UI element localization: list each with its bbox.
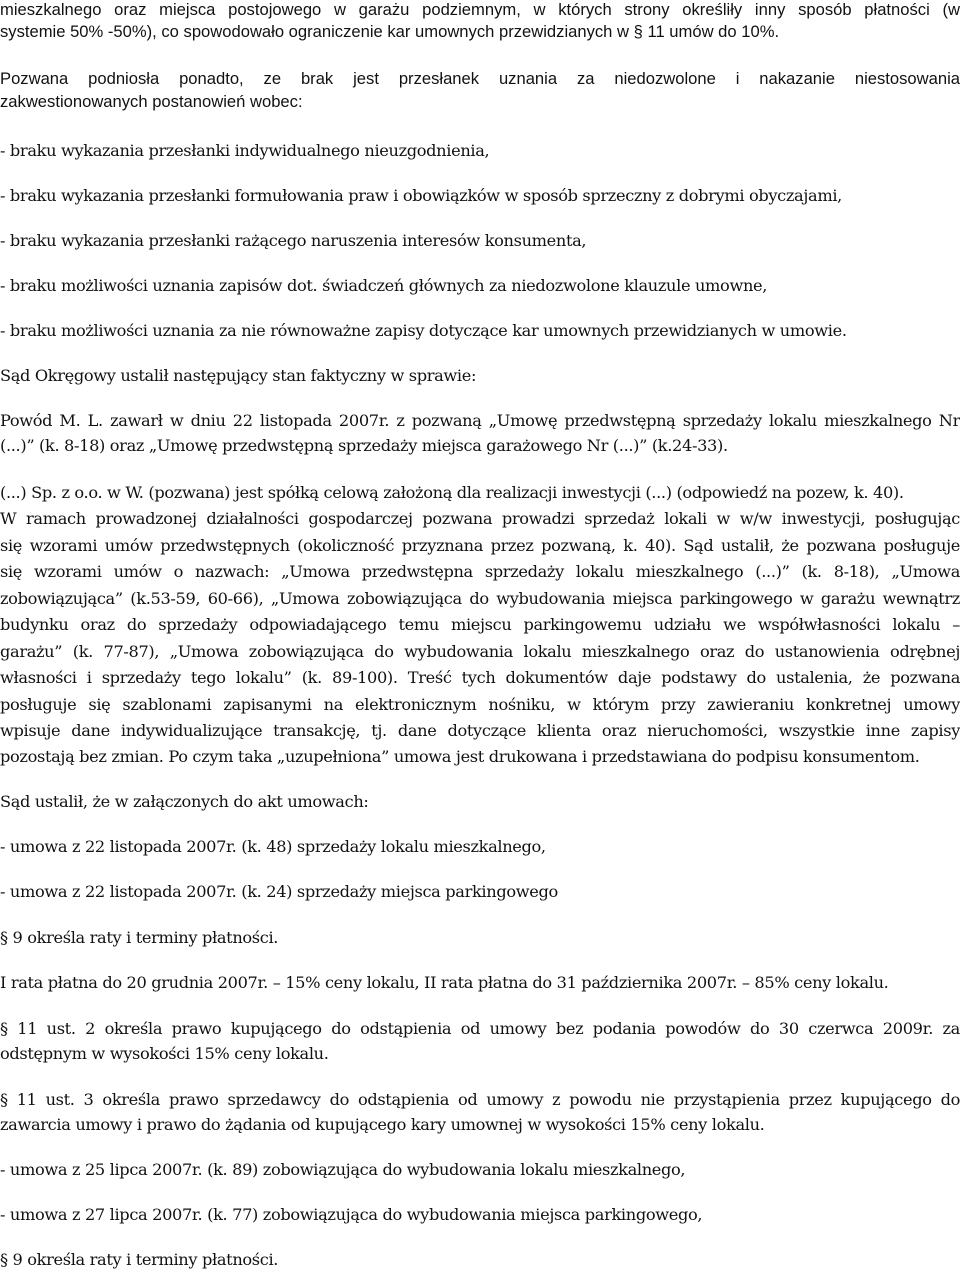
paragraph-company-line: zobowiązująca” (k.53-59, 60-66), „Umowa zobowiązująca do wybudowania miejsca parkingowego w garażu wewnątrz bbox=[0, 589, 960, 608]
paragraph-defendant-line: zakwestionowanych postanowień wobec: bbox=[0, 92, 303, 111]
paragraph-payment-system-line: mieszkalnego oraz miejsca postojowego w garażu podziemnym, w których strony określiły inny sposób płatności (w bbox=[0, 0, 960, 19]
paragraph-company-line: się wzorami umów przedwstępnych (okoliczność przyznana przez pozwaną, k. 40). Sąd ustalił, że pozwana posługuje bbox=[0, 536, 960, 555]
paragraph-company-line: się wzorami umów o nazwach: „Umowa przedwstępna sprzedaży lokalu mieszkalnego (...)” (k. 8-18), „Umowa bbox=[0, 562, 960, 581]
objection-item: - braku wykazania przesłanki formułowania praw i obowiązków w sposób sprzeczny z dobrymi obyczajami, bbox=[0, 186, 842, 205]
facts-heading: Sąd Okręgowy ustalił następujący stan faktyczny w sprawie: bbox=[0, 366, 477, 385]
objection-item: - braku możliwości uznania zapisów dot. świadczeń głównych za niedozwolone klauzule umowne, bbox=[0, 276, 768, 295]
paragraph-defendant-line: Pozwana podniosła ponadto, ze brak jest przesłanek uznania za niedozwolone i nakazanie niestosowania bbox=[0, 69, 960, 88]
clause-payment-installments: § 9 określa raty i terminy płatności. bbox=[0, 928, 279, 947]
paragraph-company-line: posługuje się szablonami zapisanymi na elektronicznym nośniku, w którym przy zawieraniu konkretnej umowy bbox=[0, 695, 960, 714]
objection-item: - braku możliwości uznania za nie równoważne zapisy dotyczące kar umownych przewidzianych w umowie. bbox=[0, 321, 847, 340]
paragraph-company-line: wpisuje dane indywidualizujące transakcję, tj. dane dotyczące klienta oraz nieruchomości, wszystkie inne zapisy bbox=[0, 721, 960, 740]
contract-item: - umowa z 22 listopada 2007r. (k. 24) sprzedaży miejsca parkingowego bbox=[0, 882, 558, 901]
paragraph-company-line: budynku oraz do sprzedaży odpowiadającego temu miejscu parkingowemu udziału we współwłasności lokalu – bbox=[0, 615, 960, 634]
clause-buyer-withdrawal-line: odstępnym w wysokości 15% ceny lokalu. bbox=[0, 1044, 329, 1063]
paragraph-plaintiff-line: (...)” (k. 8-18) oraz „Umowę przedwstępną sprzedaży miejsca garażowego Nr (...)” (k.24-33). bbox=[0, 436, 728, 455]
objection-item: - braku wykazania przesłanki indywidualnego nieuzgodnienia, bbox=[0, 141, 490, 160]
paragraph-payment-system-line: systemie 50% -50%), co spowodowało ograniczenie kar umownych przewidzianych w § 11 umów do 10%. bbox=[0, 22, 780, 41]
clause-buyer-withdrawal-line: § 11 ust. 2 określa prawo kupującego do odstąpienia od umowy bez podania powodów do 30 czerwca 2009r. za bbox=[0, 1019, 960, 1038]
contract-item: - umowa z 27 lipca 2007r. (k. 77) zobowiązująca do wybudowania miejsca parkingowego, bbox=[0, 1205, 703, 1224]
clause-payment-installments: § 9 określa raty i terminy płatności. bbox=[0, 1250, 279, 1269]
paragraph-company-line: garażu” (k. 77-87), „Umowa zobowiązująca do wybudowania lokalu mieszkalnego oraz do ustanowienia odrębnej bbox=[0, 642, 960, 661]
contract-item: - umowa z 25 lipca 2007r. (k. 89) zobowiązująca do wybudowania lokalu mieszkalnego, bbox=[0, 1160, 686, 1179]
contract-item: - umowa z 22 listopada 2007r. (k. 48) sprzedaży lokalu mieszkalnego, bbox=[0, 837, 546, 856]
paragraph-company-line: pozostają bez zmian. Po czym taka „uzupełniona” umowa jest drukowana i przedstawiana do podpisu konsumentom. bbox=[0, 747, 920, 766]
paragraph-plaintiff-line: Powód M. L. zawarł w dniu 22 listopada 2007r. z pozwaną „Umowę przedwstępną sprzedaży lokalu mieszkalnego Nr bbox=[0, 411, 960, 430]
paragraph-company-line: własności i sprzedaży tego lokalu” (k. 89-100). Treść tych dokumentów daje podstawy do ustalenia, że pozwana bbox=[0, 668, 960, 687]
clause-seller-withdrawal-line: § 11 ust. 3 określa prawo sprzedawcy do odstąpienia od umowy z powodu nie przystąpienia przez kupującego do bbox=[0, 1090, 960, 1109]
attached-contracts-heading: Sąd ustalił, że w załączonych do akt umowach: bbox=[0, 792, 369, 811]
paragraph-company-line: W ramach prowadzonej działalności gospodarczej pozwana prowadzi sprzedaż lokali w w/w inwestycji, posługując bbox=[0, 509, 960, 528]
clause-seller-withdrawal-line: zawarcia umowy i prawo do żądania od kupującego kary umownej w wysokości 15% ceny lokalu. bbox=[0, 1115, 765, 1134]
objection-item: - braku wykazania przesłanki rażącego naruszenia interesów konsumenta, bbox=[0, 231, 587, 250]
installment-schedule: I rata płatna do 20 grudnia 2007r. – 15% ceny lokalu, II rata płatna do 31 października 2007r. – 85% ceny lokalu. bbox=[0, 973, 889, 992]
paragraph-company-line: (...) Sp. z o.o. w W. (pozwana) jest spółką celową założoną dla realizacji inwestycji (...) (odpowiedź na pozew, k. 40). bbox=[0, 483, 904, 502]
